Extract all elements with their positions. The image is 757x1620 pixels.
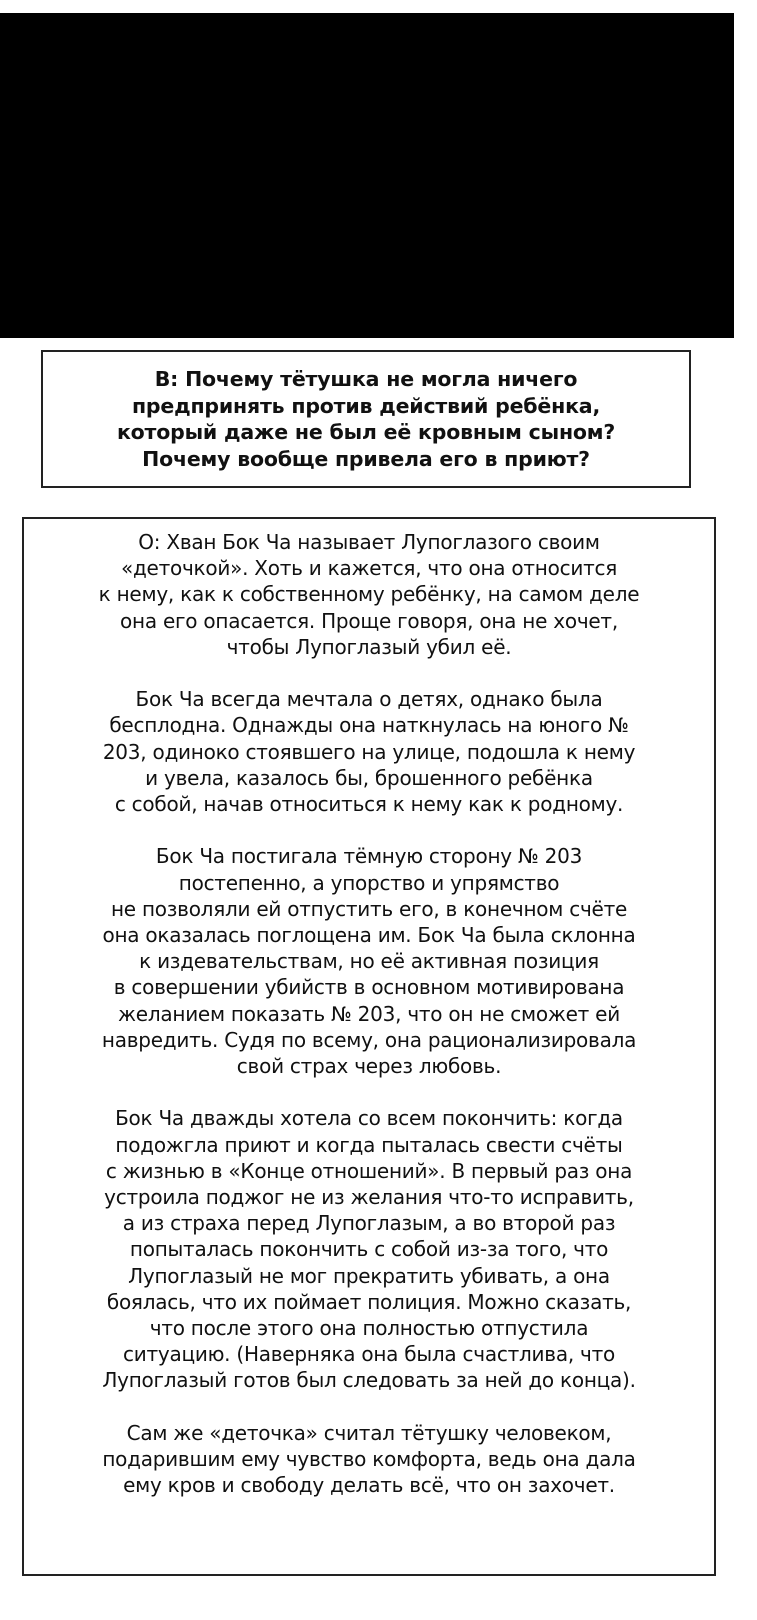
- answer-paragraph-4: Бок Ча дважды хотела со всем покончить: когда подожгла приют и когда пыталась свести счёты с жизнью в «Конце отношений». В первый раз она устроила поджог не из желания что-то исправить, а из страха перед Лупоглазым, а во второй раз попыталась покончить с собой из-за того, что Лупоглазый не мог прекратить убивать, а она боялась, что их поймает полиция. Можно сказать, что после этого она полностью отпустила ситуацию. (Наверняка она была счастлива, что Лупоглазый готов был следовать за ней до конца).: [102, 1106, 636, 1393]
- answer-paragraph-1: О: Хван Бок Ча называет Лупоглазого своим «деточкой». Хоть и кажется, что она относится к нему, как к собственному ребёнку, на самом деле она его опасается. Проще говоря, она не хочет, чтобы Лупоглазый убил её.: [98, 530, 640, 659]
- question-text: В: Почему тётушка не могла ничего предпринять против действий ребёнка, который даже не был её кровным сыном? Почему вообще привела его в приют?: [116, 367, 616, 471]
- black-image-panel: [0, 13, 734, 338]
- question-box: [41, 350, 691, 488]
- answer-paragraph-3: Бок Ча постигала тёмную сторону № 203 постепенно, а упорство и упрямство не позволяли ей отпустить его, в конечном счёте она оказалась поглощена им. Бок Ча была склонна к издевательствам, но её активная позиция в совершении убийств в основном мотивирована желанием показать № 203, что он не сможет ей навредить. Судя по всему, она рационализировала свой страх через любовь.: [101, 844, 637, 1079]
- answer-paragraph-5: Сам же «деточка» считал тётушку человеком, подарившим ему чувство комфорта, ведь она дала ему кров и свободу делать всё, что он захочет.: [102, 1420, 636, 1498]
- answer-paragraph-2: Бок Ча всегда мечтала о детях, однако была бесплодна. Однажды она наткнулась на юного № 203, одиноко стоявшего на улице, подошла к нему и увела, казалось бы, брошенного ребёнка с собой, начав относиться к нему как к родному.: [102, 687, 636, 817]
- answer-box: [22, 517, 716, 1576]
